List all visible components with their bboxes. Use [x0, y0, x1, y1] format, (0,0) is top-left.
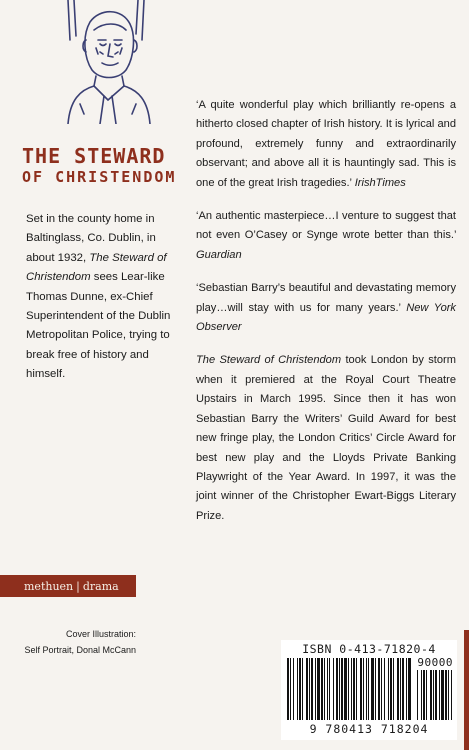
cover-illustration	[60, 0, 156, 124]
barcode-icon	[281, 658, 457, 724]
review-source: Guardian	[196, 248, 242, 261]
review-source: New York Observer	[196, 301, 456, 334]
publisher-name: methuen	[24, 579, 74, 593]
synopsis-part2: sees Lear-like Thomas Dunne, ex-Chief Superintendent of the Dublin Metropolitan Police, trying to break free of history and himself.	[26, 271, 171, 381]
history-text: took London by storm when it premiered at the Royal Court Theatre Upstairs in March 1995. Since then it has won Sebastian Barry the Writers’ Guild Award for best new fringe play, the London Critics’ Circle Award for best new play and the Lloyds Private Banking Playwright of the Year Award. In 1997, it was the joint winner of the Christopher Ewart-Biggs Literary Prize.	[196, 354, 456, 522]
self-portrait-sketch-icon	[68, 0, 150, 124]
book-title-line2: OF CHRISTENDOM	[22, 168, 177, 186]
ean-digits: 9 780413 718204	[309, 722, 429, 736]
review-source: IrishTimes	[354, 176, 406, 189]
production-history	[196, 351, 456, 526]
review-item	[196, 96, 456, 193]
price-addon-text: 90000	[417, 656, 453, 669]
review-quote: ‘A quite wonderful play which brilliantly re-opens a hitherto closed chapter of Irish history. It is lyrical and profound, extremely funny and extraordinarily observant; and above all it is hauntingly sad. This is one of the great Irish tragedies.’	[196, 99, 456, 189]
book-title	[22, 146, 192, 186]
reviews-column	[196, 96, 456, 540]
synopsis-play-title: The Steward of Christendom	[26, 251, 167, 284]
isbn-text: ISBN 0-413-71820-4	[302, 642, 436, 656]
publisher-imprint: drama	[82, 579, 119, 593]
credit-line2: Self Portrait, Donal McCann	[24, 645, 136, 655]
barcode-panel	[281, 640, 457, 740]
review-item	[196, 279, 456, 337]
review-item	[196, 207, 456, 265]
book-title-line1: THE STEWARD	[22, 144, 166, 168]
review-quote: ‘Sebastian Barry’s beautiful and devastating memory play…will stay with us for many years.’	[196, 282, 456, 314]
cover-credit	[24, 626, 136, 658]
spine-color-strip	[464, 630, 469, 750]
publisher-logo	[0, 575, 136, 597]
synopsis-blurb	[26, 210, 186, 385]
history-play-title: The Steward of Christendom	[196, 354, 342, 367]
review-quote: ‘An authentic masterpiece…I venture to suggest that not even O’Casey or Synge wrote better than this.’	[196, 210, 456, 242]
synopsis-part1: Set in the county home in Baltinglass, Co. Dublin, in about 1932,	[26, 213, 156, 264]
credit-line1: Cover Illustration:	[65, 629, 136, 639]
publisher-separator: |	[76, 579, 80, 593]
